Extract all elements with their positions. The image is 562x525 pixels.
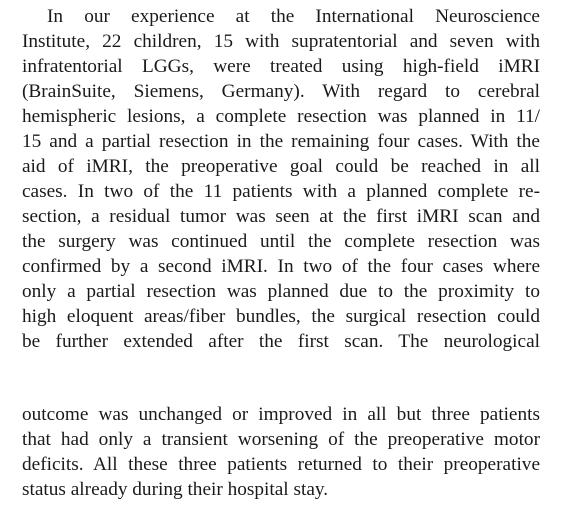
text-line: be further extended after the first scan. The neurological	[22, 331, 540, 352]
text-line: deficits. All these three patients returned to their preoperative	[22, 454, 540, 475]
text-line: hemispheric lesions, a complete resection was planned in 11/	[22, 106, 540, 127]
text-line: only a partial resection was planned due to the proximity to	[22, 281, 540, 302]
text-line: outcome was unchanged or improved in all but three patients	[22, 404, 540, 425]
text-line: the surgery was continued until the complete resection was	[22, 231, 540, 252]
text-line: aid of iMRI, the preoperative goal could be reached in all	[22, 156, 540, 177]
text-line: status already during their hospital stay.	[22, 479, 329, 500]
text-line: that had only a transient worsening of the preoperative motor	[22, 429, 540, 450]
text-line: infratentorial LGGs, were treated using high-field iMRI	[22, 56, 540, 77]
text-line: Institute, 22 children, 15 with supratentorial and seven with	[22, 31, 540, 52]
text-line: high eloquent areas/fiber bundles, the surgical resection could	[22, 306, 540, 327]
text-line: In our experience at the International Neuroscience	[47, 6, 540, 27]
text-line: cases. In two of the 11 patients with a planned complete re-	[22, 181, 540, 202]
text-line: confirmed by a second iMRI. In two of the four cases where	[22, 256, 540, 277]
text-line: 15 and a partial resection in the remaining four cases. With the	[22, 131, 540, 152]
text-line: (BrainSuite, Siemens, Germany). With regard to cerebral	[22, 81, 540, 102]
text-line: section, a residual tumor was seen at the first iMRI scan and	[22, 206, 540, 227]
